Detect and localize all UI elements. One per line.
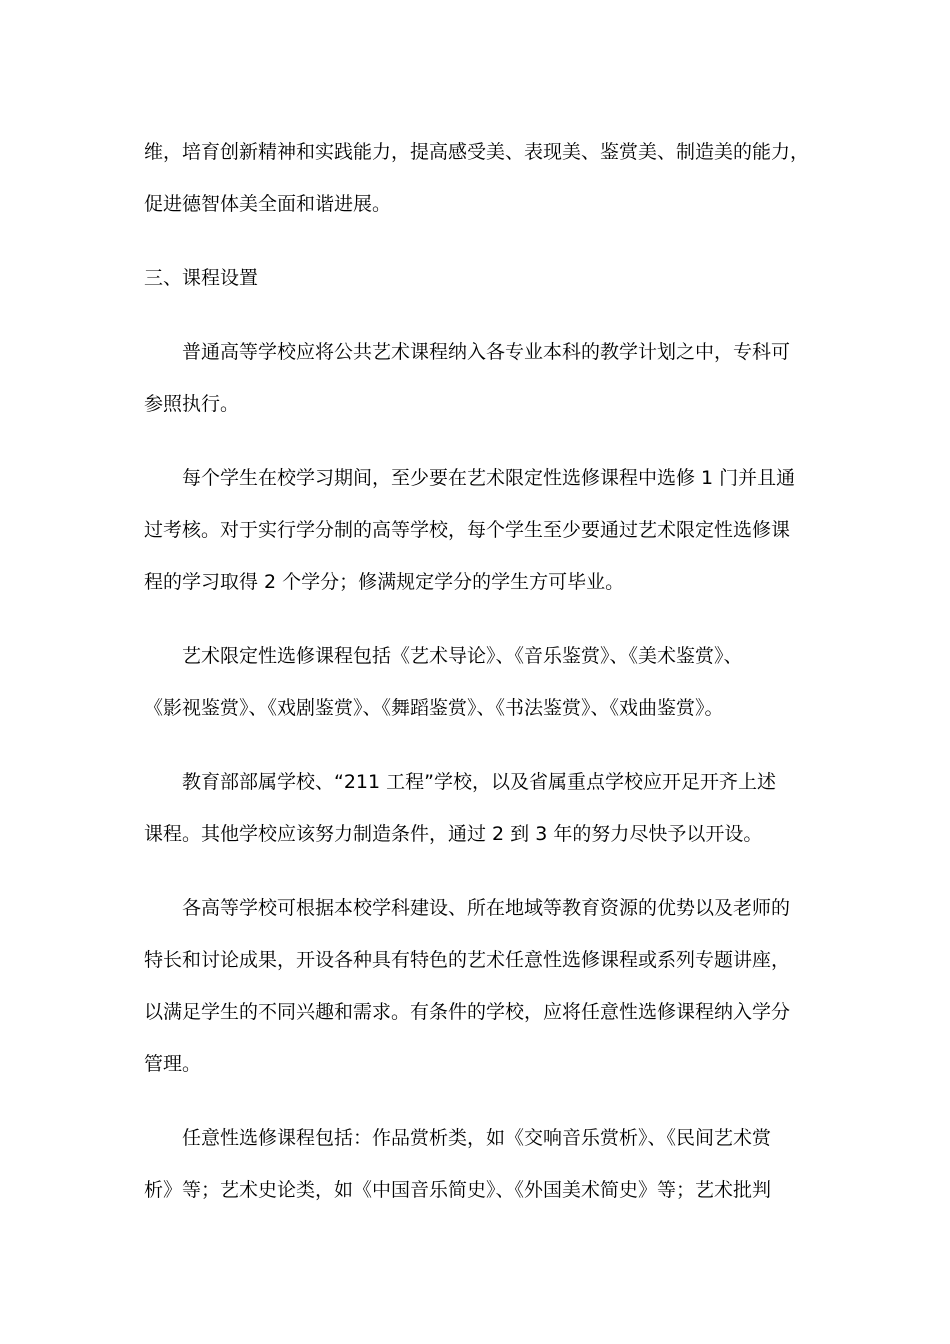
text-line: 每个学生在校学习期间，至少要在艺术限定性选修课程中选修 1 门并且通 bbox=[182, 467, 796, 489]
text-line: 特长和讨论成果，开设各种具有特色的艺术任意性选修课程或系列专题讲座， bbox=[144, 949, 791, 971]
text-line: 促进德智体美全面和谐进展。 bbox=[144, 193, 392, 215]
text-line: 任意性选修课程包括：作品赏析类，如《交响音乐赏析》、《民间艺术赏 bbox=[182, 1127, 772, 1149]
paragraph-continuation bbox=[144, 130, 810, 234]
text-line: 艺术限定性选修课程包括《艺术导论》、《音乐鉴赏》、《美术鉴赏》、 bbox=[182, 645, 743, 667]
text-line: 参照执行。 bbox=[144, 393, 240, 415]
document-body bbox=[144, 130, 810, 1220]
text-line: 析》等；艺术史论类，如《中国音乐简史》、《外国美术简史》等；艺术批判 bbox=[144, 1179, 772, 1201]
paragraph bbox=[144, 760, 806, 864]
paragraph bbox=[144, 330, 806, 434]
text-line: 《影视鉴赏》、《戏剧鉴赏》、《舞蹈鉴赏》、《书法鉴赏》、《戏曲鉴赏》。 bbox=[144, 697, 724, 719]
text-line: 程的学习取得 2 个学分；修满规定学分的学生方可毕业。 bbox=[144, 571, 625, 593]
text-line: 各高等学校可根据本校学科建设、所在地域等教育资源的优势以及老师的 bbox=[182, 897, 791, 919]
paragraph bbox=[144, 634, 806, 738]
paragraph bbox=[144, 456, 806, 612]
text-line: 教育部部属学校、“211 工程”学校，以及省属重点学校应开足开齐上述 bbox=[182, 771, 776, 793]
section-heading bbox=[144, 256, 806, 308]
text-line: 管理。 bbox=[144, 1053, 202, 1075]
text-line: 维，培育创新精神和实践能力，提高感受美、表现美、鉴赏美、制造美的能力， bbox=[144, 141, 810, 163]
paragraph bbox=[144, 886, 806, 1094]
text-line: 过考核。对于实行学分制的高等学校，每个学生至少要通过艺术限定性选修课 bbox=[144, 519, 791, 541]
heading-text: 三、课程设置 bbox=[144, 267, 259, 289]
paragraph bbox=[144, 1116, 806, 1220]
text-line: 课程。其他学校应该努力制造条件，通过 2 到 3 年的努力尽快予以开设。 bbox=[144, 823, 763, 845]
text-line: 普通高等学校应将公共艺术课程纳入各专业本科的教学计划之中，专科可 bbox=[182, 341, 791, 363]
text-line: 以满足学生的不同兴趣和需求。有条件的学校，应将任意性选修课程纳入学分 bbox=[144, 1001, 791, 1023]
